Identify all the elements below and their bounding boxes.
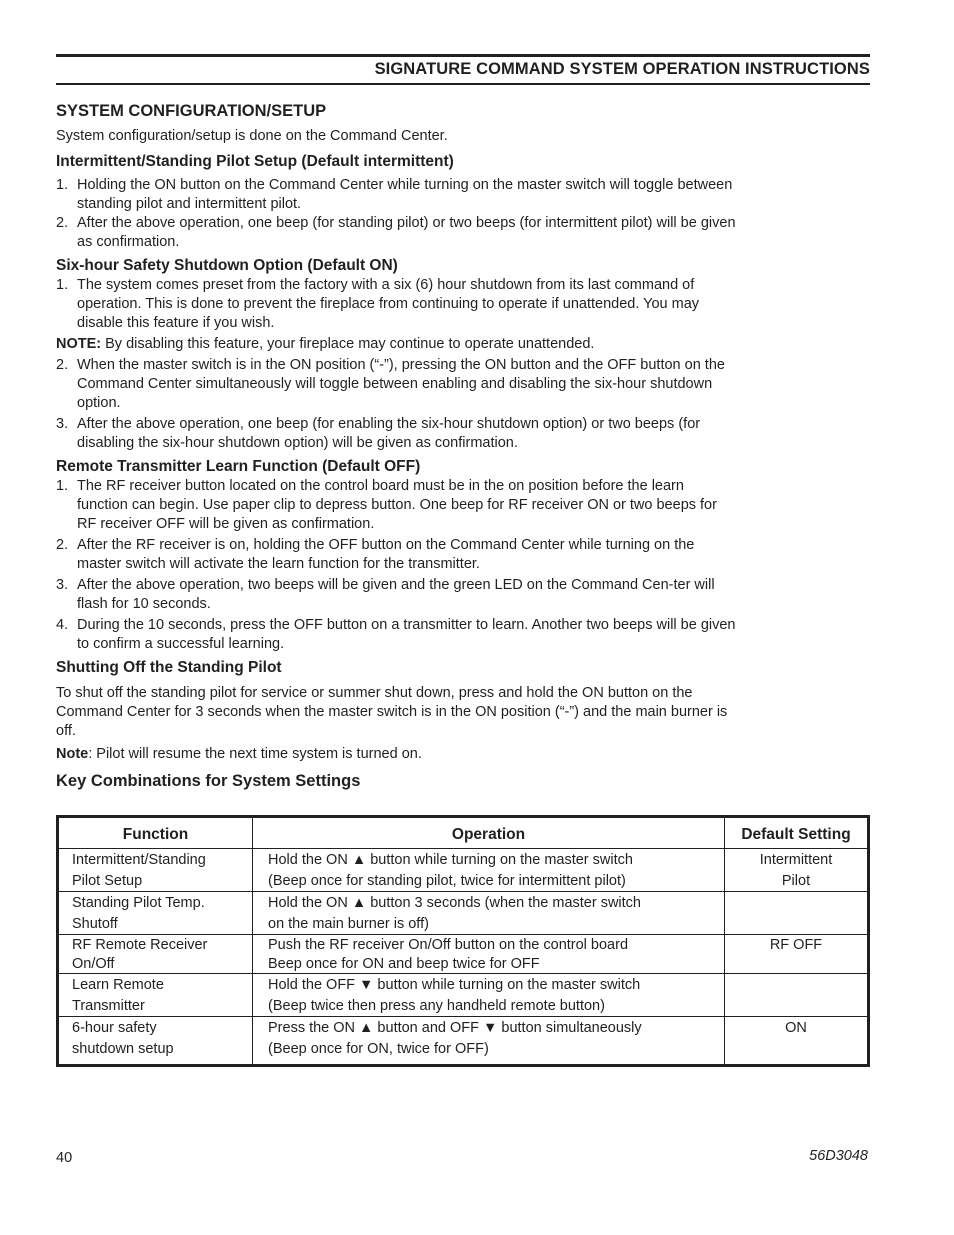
table-cell: Beep once for ON and beep twice for OFF — [268, 955, 540, 972]
list-item: 3. After the above operation, one beep (for enabling the six-hour shutdown option) or two beeps (for disabling the six-hour shutdown option) will be given as confirmation. — [56, 416, 701, 451]
table-cell: On/Off — [72, 955, 115, 972]
list-item: 2. After the RF receiver is on, holding the OFF button on the Command Center while turning on the master switch will activate the learn function for the transmitter. — [56, 537, 695, 572]
standing-pilot-note: Note: Pilot will resume the next time system is turned on. — [56, 746, 422, 762]
table-cell: Hold the ON ▲ button 3 seconds (when the master switch — [268, 895, 641, 911]
pilot-setup-heading: Intermittent/Standing Pilot Setup (Default intermittent) — [56, 153, 454, 170]
learn-heading: Remote Transmitter Learn Function (Default OFF) — [56, 458, 421, 475]
pilot-setup-list — [56, 176, 736, 252]
table-cell: Intermittent/Standing — [72, 852, 206, 868]
list-item: 3. After the above operation, two beeps will be given and the green LED on the Command Cen-ter will flash for 10 seconds. — [56, 577, 715, 612]
column-header-operation: Operation — [253, 817, 725, 849]
key-combinations-table — [56, 815, 870, 1067]
table-cell: Hold the ON ▲ button while turning on the master switch — [268, 852, 633, 868]
list-item: 2. After the above operation, one beep (for standing pilot) or two beeps (for intermittent pilot) will be given as confirmation. — [56, 215, 736, 250]
document-code: 56D3048 — [809, 1148, 868, 1164]
table-row — [58, 849, 869, 892]
table-cell: Hold the OFF ▼ button while turning on the master switch — [268, 977, 641, 993]
table-cell: (Beep twice then press any handheld remote button) — [268, 997, 605, 1014]
table-cell: Press the ON ▲ button and OFF ▼ button simultaneously — [268, 1020, 642, 1036]
table-cell: RF OFF — [769, 937, 823, 953]
learn-list — [56, 477, 736, 654]
table-row — [58, 892, 869, 935]
table-cell: (Beep once for standing pilot, twice for intermittent pilot) — [268, 872, 626, 889]
table-cell: ON — [785, 1020, 807, 1036]
table-row — [58, 1017, 869, 1066]
shutdown-list — [56, 276, 736, 333]
shutdown-list-continued — [56, 356, 736, 453]
shutdown-note: NOTE: By disabling this feature, your fireplace may continue to operate unattended. — [56, 336, 595, 352]
table-cell: Standing Pilot Temp. — [72, 895, 205, 911]
table-cell: Pilot Setup — [72, 872, 143, 889]
section-intro: System configuration/setup is done on the Command Center. — [56, 128, 448, 144]
header-rule-top — [56, 54, 870, 57]
standing-pilot-text: To shut off the standing pilot for service or summer shut down, press and hold the ON button on the Command Center for 3 seconds when the master switch is in the ON position (“-”) and the main burner is off. — [56, 685, 728, 739]
shutdown-heading: Six-hour Safety Shutdown Option (Default ON) — [56, 257, 398, 274]
section-title: SYSTEM CONFIGURATION/SETUP — [56, 102, 327, 120]
table-cell: Intermittent — [759, 852, 833, 868]
table-cell: shutdown setup — [72, 1040, 174, 1057]
page-header-title: SIGNATURE COMMAND SYSTEM OPERATION INSTRUCTIONS — [374, 60, 870, 78]
table-row — [58, 974, 869, 1017]
table-cell: Transmitter — [72, 997, 145, 1014]
table-cell: Learn Remote — [72, 977, 164, 993]
table-cell: 6-hour safety — [72, 1020, 157, 1036]
table-cell: RF Remote Receiver — [72, 937, 208, 953]
list-item: 4. During the 10 seconds, press the OFF button on a transmitter to learn. Another two beeps will be given to confirm a successful learning. — [56, 617, 736, 652]
list-item: 1. The RF receiver button located on the control board must be in the on position before the learn function can begin. Use paper clip to depress button. One beep for RF receiver ON or two beeps for RF receiver OFF will be given as confirmation. — [56, 478, 717, 532]
list-item: 1. Holding the ON button on the Command Center while turning on the master switch will toggle between standing pilot and intermittent pilot. — [56, 177, 733, 212]
header-rule-bottom — [56, 83, 870, 85]
key-combinations-heading: Key Combinations for System Settings — [56, 772, 361, 790]
table-cell: on the main burner is off) — [268, 915, 429, 932]
column-header-default: Default Setting — [725, 817, 869, 849]
main-content — [56, 102, 736, 791]
standing-pilot-heading: Shutting Off the Standing Pilot — [56, 659, 282, 676]
table-cell: Shutoff — [72, 915, 118, 932]
table-cell: (Beep once for ON, twice for OFF) — [268, 1040, 489, 1057]
list-item: 2. When the master switch is in the ON position (“-”), pressing the ON button and the OFF button on the Command Center simultaneously will toggle between enabling and disabling the six-hour shutdown option. — [56, 357, 725, 411]
page-number: 40 — [56, 1150, 73, 1166]
table-row — [58, 935, 869, 974]
table-cell: Pilot — [781, 872, 811, 889]
table-cell: Push the RF receiver On/Off button on the control board — [268, 937, 629, 953]
column-header-function: Function — [58, 817, 253, 849]
list-item: 1. The system comes preset from the factory with a six (6) hour shutdown from its last command of operation. This is done to prevent the fireplace from continuing to operate if unattended. You may disable this feature if you wish. — [56, 277, 700, 331]
